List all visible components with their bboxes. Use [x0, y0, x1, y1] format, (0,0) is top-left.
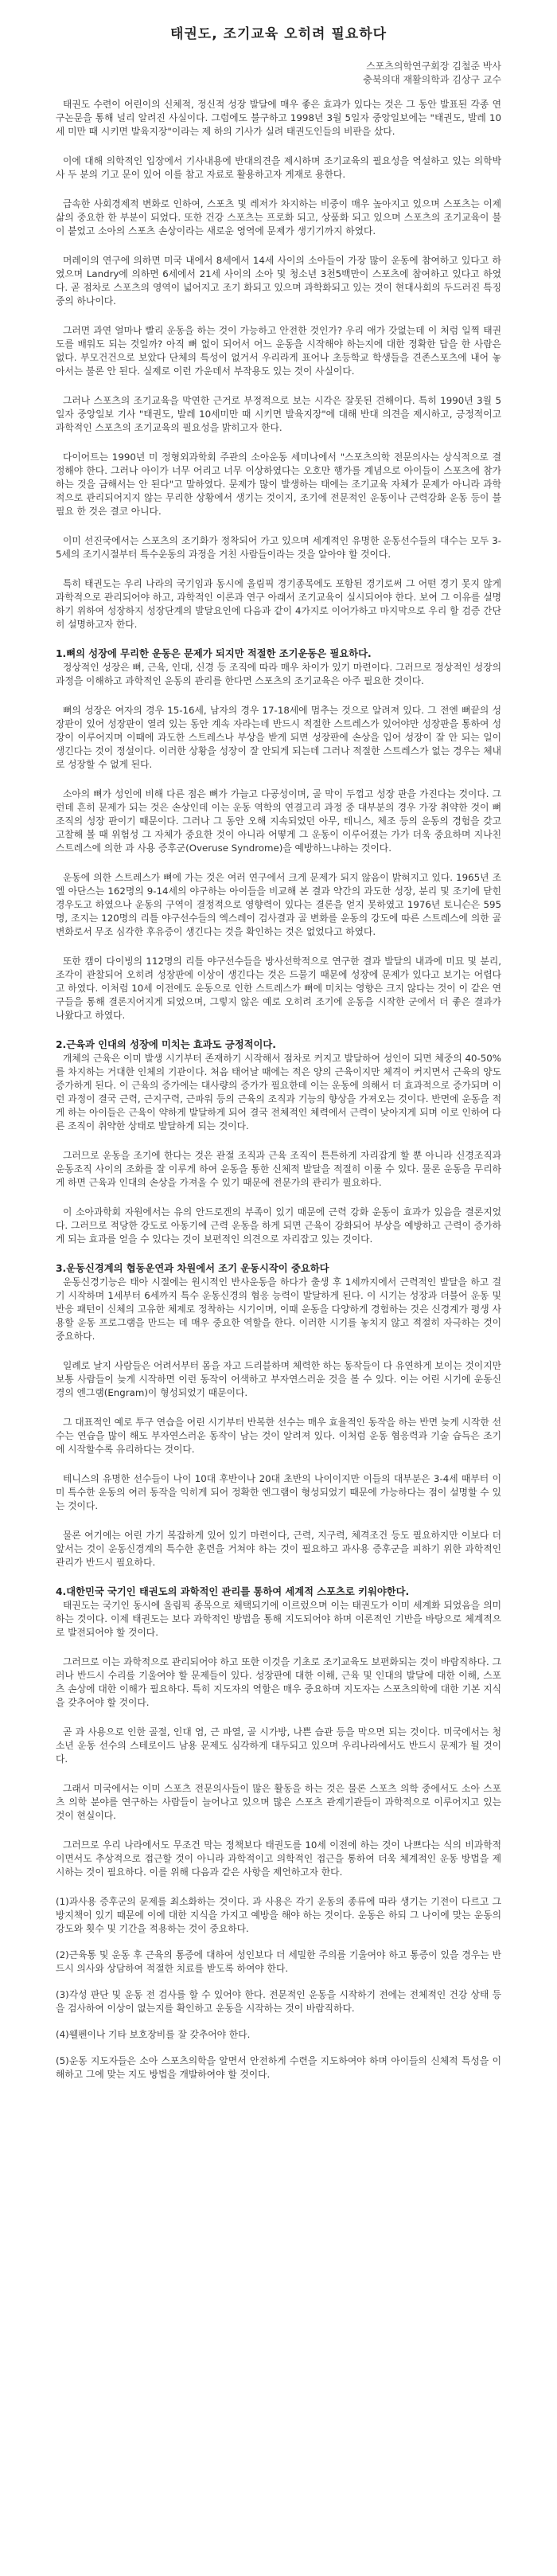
author-line-2: 충북의대 재활의학과 김상구 교수: [363, 74, 501, 85]
section-heading-1: 1.뼈의 성장에 무리한 운동은 문제가 되지만 적절한 조기운동은 필요하다.: [56, 648, 372, 659]
list-item: (1)과사용 증후군의 문제를 최소화하는 것이다. 과 사용은 각기 운동의 종류에 따라 생기는 기전이 다르고 그 방지책이 있기 때문에 이에 대한 지식을 가지고 예방을 해야 하는 것이다. 운동은 하되 그 나이에 맞는 운동의 강도와 횟수 및 기간을 적용하는 것이 중요하다.: [56, 1896, 501, 1934]
paragraph: 이미 선진국에서는 스포츠의 조기화가 정착되어 가고 있으며 세계적인 유명한 운동선수들의 대수는 모두 3-5세의 조기시절부터 특수운동의 과정을 거친 사람들이라는 것을 알아야 할 것이다.: [56, 535, 501, 560]
paragraph: 머레이의 연구에 의하면 미국 내에서 8세에서 14세 사이의 소아들이 가장 많이 운동에 참여하고 있다고 하였으며 Landry에 의하면 6세에서 21세 사이의 소아 및 청소년 3천5백만이 스포츠에 참여하고 있다고 하였다. 곧 점차로 스포츠의 영역이 넓어지고 조기 화되고 있으며 과학화되고 있는 것이 현대사회의 두드러진 특징 중의 하나이다.: [56, 255, 501, 307]
section-heading-4: 4.대한민국 국기인 태권도의 과학적인 관리를 통하여 세계적 스포츠로 키워야한다.: [56, 1586, 410, 1597]
paragraph: 그래서 미국에서는 이미 스포츠 전문의사들이 많은 활동을 하는 것은 물론 스포츠 의학 중에서도 소아 스포츠 의학 분야를 연구하는 사람들이 늘어나고 있으며 많은 스포츠 관계기관들이 과학적으로 이루어지고 있는 것이 현실이다.: [56, 1783, 501, 1821]
paragraph: 정상적인 성장은 뼈, 근육, 인대, 신경 등 조직에 따라 매우 차이가 있기 마련이다. 그러므로 정상적인 성장의 과정을 이해하고 과학적인 운동의 관리를 한다면 스포츠의 조기교육은 아주 필요한 것이다.: [56, 662, 501, 686]
list-item: (5)운동 지도자들은 소아 스포츠의학을 알면서 안전하게 수련을 지도하여야 하며 아이들의 신체적 특성을 이해하고 그에 맞는 지도 방법을 개발하여야 할 것이다.: [56, 2055, 501, 2080]
paragraph: 그러면 과연 얼마나 빨리 운동을 하는 것이 가능하고 안전한 것인가? 우리 애가 갓없는데 이 처럼 일찍 태권도를 배워도 되는 것일까? 아직 뼈 없이 되어서 어느 운동을 시작해야 하는지에 대한 정확한 답을 한 사람은 없다. 부모건건으로 보았다 단체의 특성이 없거서 우리라게 표어나 초등학교 학생들을 견존스포츠에 내어 놓아서는 불론 안 된다. 실제로 이런 가운데서 부작용도 있는 것이 사실이다.: [56, 325, 501, 377]
paragraph: 운동신경기능은 태아 시절에는 원시적인 반사운동을 하다가 출생 후 1세까지에서 근력적인 발달을 하고 걸기 시작하며 1세부터 6세까지 특수 운동신경의 협응 능력이 발달하게 된다. 이 시기는 성장과 더불어 운동 및 반응 패턴이 신체의 고유한 체제로 정착하는 시기이며, 이때 운동을 다양하게 경험하는 것은 신경계가 평생 사용할 운동 프로그램을 만드는 데 매우 중요한 역할을 한다. 이러한 시기를 놓치지 않고 적절히 자극하는 것이 중요하다.: [56, 1276, 501, 1342]
paragraph: 소아의 뼈가 성인에 비해 다른 점은 뼈가 가늘고 다공성이며, 골 막이 두껍고 성장 판을 가진다는 것이다. 그런데 흔히 문제가 되는 것은 손상인데 이는 운동 역학의 연결고리 과정 중 대부분의 경우 가장 취약한 것이 뼈조직의 성장 판이기 때문이다. 그러나 그 동안 오해 지속되었던 아무, 테니스, 체조 등의 운동의 경험을 갖고 고찰해 볼 때 위험성 그 자체가 중요한 것이 아니라 어떻게 그 운동이 이루어졌는 가가 더욱 중요하며 지나친 스트레스에 의한 과 사용 증후군(Overuse Syndrome)을 예방하느냐하는 것이다.: [56, 788, 501, 854]
paragraph: 급속한 사회경제적 변화로 인하여, 스포츠 및 레저가 차지하는 비중이 매우 높아지고 있으며 스포츠는 이제 삶의 중요한 한 부분이 되었다. 또한 건강 스포츠는 프로화 되고, 상품화 되고 있으며 스포츠의 조기교육이 불이 붙었고 소아의 스포츠 손상이라는 새로운 영역에 문제가 생기기까지 하였다.: [56, 198, 501, 236]
paragraph: 태권도는 국기인 동시에 올림픽 종목으로 채택되기에 이르렀으며 이는 태권도가 이미 세계화 되었음을 의미하는 것이다. 이제 태권도는 보다 과학적인 방법을 통해 지도되어야 하며 이론적인 기반을 바탕으로 체계적으로 발전되어야 할 것이다.: [56, 1600, 501, 1638]
paragraph: 특히 태권도는 우리 나라의 국기임과 동시에 올림픽 경기종목에도 포함된 경기로써 그 어떤 경기 못지 않게 과학적으로 관리되어야 하고, 과학적인 이론과 연구 아래서 조기교육이 실시되어야 한다. 보여 그 이유를 설명하기 위하여 성장하지 성장단계의 발달요인에 다음과 같이 4가지로 이어가하고 마지막으로 우리 할 검증 간단히 설명하고자 한다.: [56, 578, 501, 630]
paragraph: 이에 대해 의학적인 입장에서 기사내용에 반대의견을 제시하며 조기교육의 필요성을 역설하고 있는 의학박사 두 분의 기고 문이 있어 이를 참고 자료로 활용하고자 게재로 용한다.: [56, 155, 501, 180]
paragraph: 그러므로 우리 나라에서도 무조건 막는 정책보다 태권도를 10세 이전에 하는 것이 나쁘다는 식의 비과학적이면서도 추상적으로 접근할 것이 아니라 과학적이고 의학적인 접근을 통하여 더욱 체계적인 운동 방법을 제시하는 것이 필요하다. 이를 위해 다음과 같은 사항을 제언하고자 한다.: [56, 1839, 501, 1878]
paragraph: 개체의 근육은 이미 발생 시기부터 존재하기 시작해서 점차로 커지고 발달하여 성인이 되면 체중의 40-50%를 차지하는 거대한 인체의 기관이다. 처음 태어날 때에는 적은 양의 근육이지만 체격이 커지면서 근육의 양도 증가하게 된다. 이 근육의 증가에는 대사량의 증가가 필요한데 이는 운동에 의해서 더 효과적으로 증가되며 이런 과정이 결국 근력, 근지구력, 근파워 등의 근육의 조직과 기능의 향상을 가져오는 것이다. 반면에 운동을 적게 하는 아이들은 근육이 약하게 발달하게 되어 결국 전체적인 체력에서 근력이 낮아지게 되며 이로 인하여 다른 조직이 취약한 상태로 발달하게 되는 것이다.: [56, 1053, 501, 1132]
paragraph: 태권도 수련이 어린이의 신체적, 정신적 성장 발달에 매우 좋은 효과가 있다는 것은 그 동안 발표된 각종 연구논문을 통해 널리 알려진 사실이다. 그럼에도 불구하고 1998년 3월 5일자 중앙일보에는 "태권도, 발레 10세 미만 때 시키면 발육지장"이라는 제 하의 기사가 실려 태권도인들의 비판을 샀다.: [56, 99, 501, 137]
paragraph: 다이어트는 1990년 미 정형외과학회 주관의 소아운동 세미나에서 "스포츠의학 전문의사는 상식적으로 결정해야 한다. 그러나 아이가 너무 어리고 너무 이상하였다는 오호만 행가를 계념으로 아이들이 스포츠에 참가하는 것을 금해서는 안 된다"고 말하였다. 문제가 많이 발생하는 태에는 조기교육 자체가 문제가 아니라 과학적으로 관리되어지지 않는 무리한 상황에서 생기는 것이지, 조기에 전문적인 운동이나 근력강화 운동 등이 불필요 한 것은 결코 아니다.: [56, 451, 501, 517]
paragraph: 그러므로 이는 과학적으로 관리되어야 하고 또한 이것을 기초로 조기교육도 보편화되는 것이 바람직하다. 그러나 반드시 수리를 기울여야 할 문제들이 있다. 성장판에 대한 이해, 근육 및 인대의 발달에 대한 이해, 스포츠 손상에 대한 이해가 필요하다. 특히 지도자의 역할은 매우 중요하며 지도자는 스포츠의학에 대한 기본 지식을 갖추어야 할 것이다.: [56, 1656, 501, 1708]
paragraph: 테니스의 유명한 선수들이 나이 10대 후반이나 20대 초반의 나이이지만 이들의 대부분은 3-4세 때부터 이미 특수한 운동의 여러 동작을 익히게 되어 정확한 엔그램이 형성되었기 때문에 가능하다는 점이 설명할 수 있는 것이다.: [56, 1473, 501, 1511]
paragraph: 그러므로 운동을 조기에 한다는 것은 관절 조직과 근육 조직이 튼튼하게 자리잡게 할 뿐 아니라 신경조직과 운동조직 사이의 조화를 잘 이루게 하여 운동을 통한 신체적 발달을 적절히 이룰 수 있다. 물론 운동을 무리하게 하면 근육과 인대의 손상을 가져올 수 있기 때문에 전문가의 관리가 필요하다.: [56, 1150, 501, 1188]
author-block: [56, 60, 501, 87]
paragraph: 그 대표적인 예로 투구 연습을 어린 시기부터 반복한 선수는 매우 효율적인 동작을 하는 반면 늦게 시작한 선수는 연습을 많이 해도 부자연스러운 동작이 남는 것이 알려져 있다. 이처럼 운동 협응력과 기술 습득은 조기에 시작할수록 유리하다는 것이다.: [56, 1417, 501, 1455]
article-body: [56, 98, 501, 2082]
section-heading-3: 3.운동신경계의 협동운연과 차원에서 조기 운동시작이 중요하다: [56, 1263, 329, 1274]
paragraph: 그러나 스포츠의 조기교육을 막연한 근거로 부정적으로 보는 시각은 잘못된 견해이다. 특히 1990년 3월 5일자 중앙일보 기사 "태권도, 발레 10세미만 때 시키면 발육지장"에 대해 반대 의견을 제시하고, 긍정적이고 과학적인 스포츠의 조기교육의 필요성을 밝히고자 한다.: [56, 395, 501, 433]
paragraph: 곧 과 사용으로 인한 골절, 인대 염, 근 파열, 골 시가방, 나쁜 습관 등을 막으면 되는 것이다. 미국에서는 청소년 운동 선수의 스테로이드 남용 문제도 심각하게 대두되고 있으며 우리나라에서도 반드시 문제가 될 것이다.: [56, 1726, 501, 1765]
author-line-1: 스포츠의학연구회장 김철준 박사: [366, 61, 501, 72]
paragraph: 뼈의 성장은 여자의 경우 15-16세, 남자의 경우 17-18세에 멈추는 것으로 알려져 있다. 그 전엔 뼈끝의 성장판이 있어 성장판이 열려 있는 동안 계속 자라는데 반드시 적절한 스트레스가 있어야만 성장판을 통하여 성장이 이루어지며 이때에 과도한 스트레스나 부상을 받게 되면 성장판에 손상을 입어 성장이 잘 안 되는 일이 생긴다는 것이 정설이다. 이러한 상황을 성장이 잘 안되게 되는데 그러나 적절한 스트레스가 없는 경우는 체내로 성장할 수 없게 된다.: [56, 705, 501, 770]
article-title: 태권도, 조기교육 오히려 필요하다: [169, 26, 388, 42]
list-item: (3)각성 판단 및 운동 전 검사를 할 수 있어야 한다. 전문적인 운동을 시작하기 전에는 전체적인 건강 상태 등을 검사하여 이상이 없는지를 확인하고 운동을 시작하는 것이 바람직하다.: [56, 1989, 501, 2014]
paragraph: 운동에 의한 스트레스가 뼈에 가는 것은 여러 연구에서 크게 문제가 되지 않음이 밝혀지고 있다. 1965년 조엘 아단스는 162명의 9-14세의 야구하는 아이들을 비교해 본 결과 약간의 과도한 성장, 분리 및 조기에 닫힌 경우도고 하였으나 운동의 구역이 결정적으로 영향력이 있다는 결론을 얻지 못하였고 1976년 토니슨은 595명, 조지는 120명의 리틀 야구선수들의 엑스레이 검사결과 골 변화를 운동의 강도에 따른 스트레스에 의한 골 변화로서 무조 심각한 후유증이 생긴다는 것을 확인하는 것은 없었다고 하였다.: [56, 872, 501, 937]
paragraph: 물론 여기에는 어린 가기 복잡하게 있어 있기 마련이다, 근력, 지구력, 체격조건 등도 필요하지만 이보다 더 앞서는 것이 운동신경계의 특수한 훈련을 거쳐야 하는 것이 필요하고 과사용 증후군을 피하기 위한 과학적인 관리가 반드시 필요하다.: [56, 1530, 501, 1568]
list-item: (2)근육통 및 운동 후 근육의 통증에 대하여 성인보다 더 세밀한 주의를 기울여야 하고 통증이 있을 경우는 반드시 의사와 상담하여 적절한 치료를 받도록 하여야 한다.: [56, 1949, 501, 1974]
paragraph: 또한 캠이 다이빙의 112명의 리틀 야구선수들을 방사선학적으로 연구한 결과 발달의 내과에 미묘 및 분리, 조각이 관찰되어 오히려 성장판에 이상이 생긴다는 것은 드물기 때문에 성장에 문제가 있다고 보기는 어렵다고 하였다. 이처럼 10세 이전에도 운동으로 인한 스트레스가 뼈에 미치는 영향은 크지 않다는 것이 이 같은 연구들을 통해 결론지어지게 되었으며, 그렇지 않은 예로 오히려 조기에 운동을 시작한 군에서 더 좋은 결과가 나왔다고 하였다.: [56, 956, 501, 1021]
section-heading-2: 2.근육과 인대의 성장에 미치는 효과도 긍정적이다.: [56, 1039, 276, 1050]
paragraph: 이 소아과학회 자원에서는 유의 안드로겐의 부족이 있기 때문에 근력 강화 운동이 효과가 있음을 결론지었다. 그러므로 적당한 강도로 아동기에 근력 운동을 하게 되면 근육이 강화되어 부상을 예방하고 근력이 증가하게 되는 효과를 얻을 수 있다는 것이 보편적인 의견으로 자리잡고 있는 것이다.: [56, 1206, 501, 1245]
paragraph: 일례로 날지 사람들은 어려서부터 몸을 자고 드리블하며 체력한 하는 동작들이 다 유연하게 보이는 것이지만 보통 사람들이 늦게 시작하면 이런 동작이 어색하고 부자연스러운 것을 볼 수 있다. 이는 어린 시기에 운동신경의 엔그램(Engram)이 형성되었기 때문이다.: [56, 1360, 501, 1398]
list-item: (4)웰펜이나 기타 보호장비를 잘 갖추어야 한다.: [56, 2029, 251, 2040]
